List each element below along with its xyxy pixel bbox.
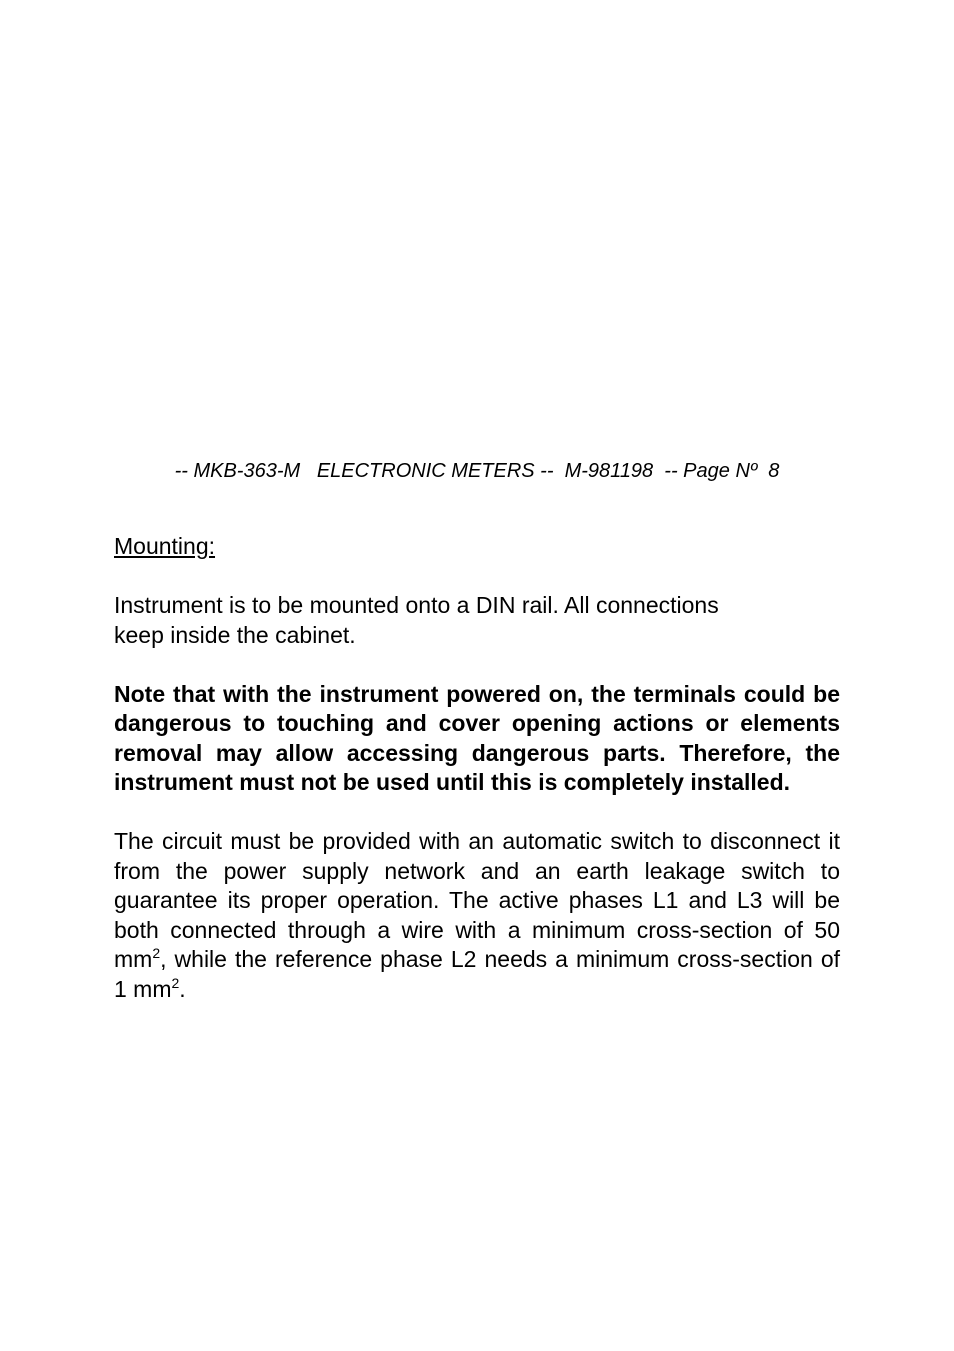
warning-paragraph: Note that with the instrument powered on, the terminals could be dangerous to touching and cover opening actions or elements removal may allow accessing dangerous parts. Therefore, the instrument must not be used until this is completely installed. bbox=[114, 680, 840, 795]
section-heading-mounting: Mounting: bbox=[114, 533, 216, 559]
circuit-text-1: The circuit must be provided with an automatic switch to disconnect it from the power supply network and an earth leakage switch to guarantee its proper operation. The active phases L1 and L3 will be both connected through a wire with a minimum cross-section of 50 mm bbox=[114, 828, 840, 972]
mounting-line-2: keep inside the cabinet. bbox=[114, 621, 356, 648]
circuit-text-3: . bbox=[179, 975, 186, 1002]
mounting-line-1: Instrument is to be mounted onto a DIN rail. All connections bbox=[114, 592, 719, 618]
superscript-squared: 2 bbox=[152, 945, 161, 961]
superscript-squared: 2 bbox=[171, 974, 180, 991]
circuit-text-2: , while the reference phase L2 needs a minimum cross-section of 1 mm bbox=[114, 946, 840, 1002]
circuit-paragraph bbox=[114, 827, 840, 1004]
page-header: -- MKB-363-M ELECTRONIC METERS -- M-981198 -- Page Nº 8 bbox=[174, 460, 780, 482]
document-body bbox=[114, 532, 840, 1034]
mounting-paragraph bbox=[114, 591, 840, 650]
